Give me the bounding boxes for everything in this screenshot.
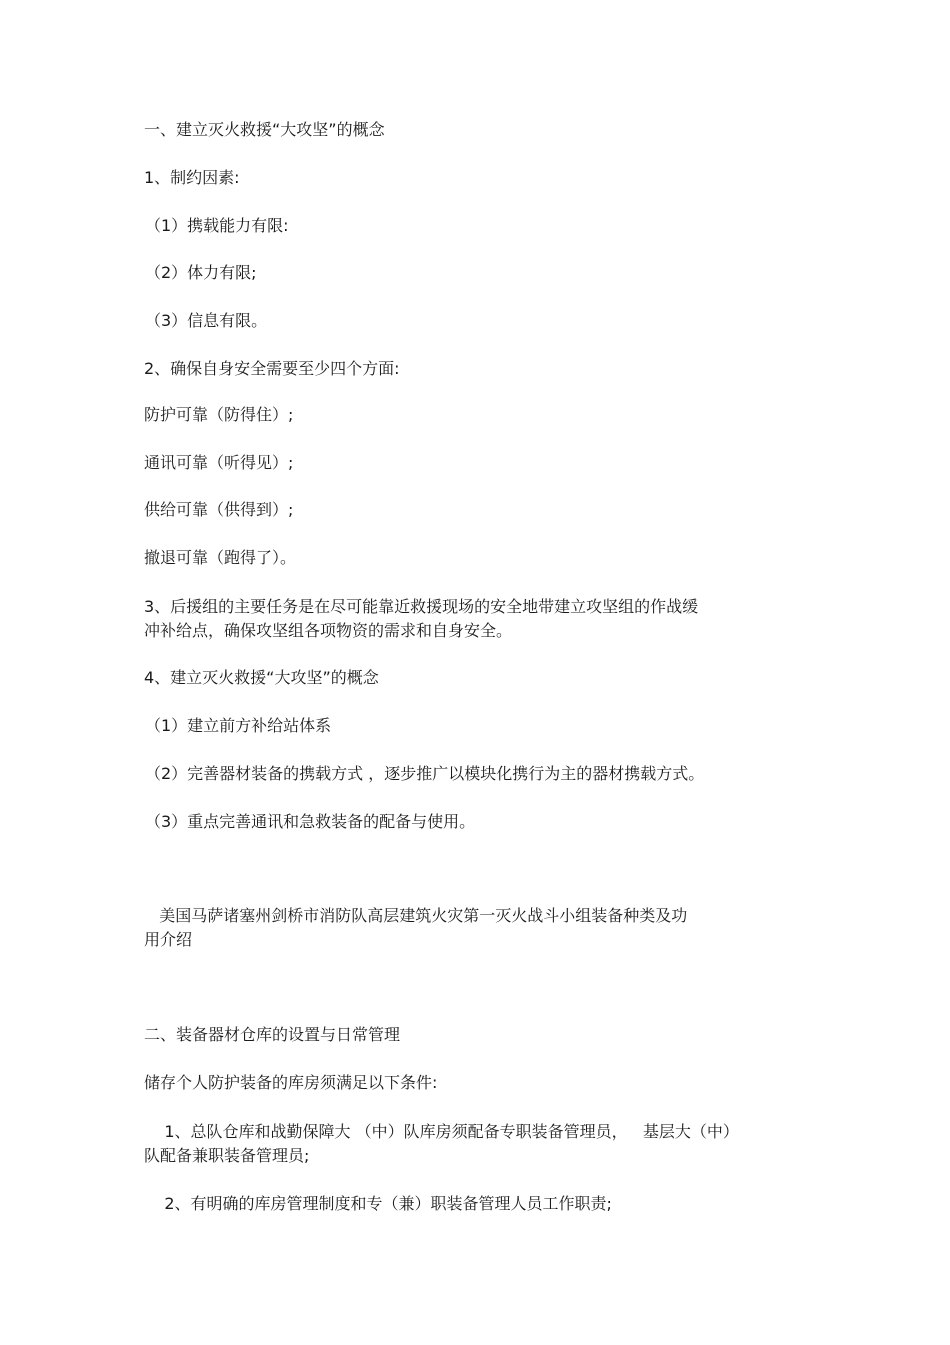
item2-point3: 供给可靠（供得到）; [144, 500, 294, 519]
item3-line1: 3、后援组的主要任务是在尽可能靠近救援现场的安全地带建立攻坚组的作战缓 [144, 597, 699, 616]
item1-title: 1、制约因素: [144, 168, 240, 187]
item2-point1: 防护可靠（防得住）; [144, 405, 294, 424]
item4-sub3: （3）重点完善通讯和急救装备的配备与使用。 [145, 812, 476, 831]
caption-line1: 美国马萨诸塞州剑桥市消防队高层建筑火灾第一灭火战斗小组装备种类及功 [144, 906, 688, 925]
item2-title: 2、确保自身安全需要至少四个方面: [144, 359, 400, 378]
section1-heading: 一、建立灭火救援“大攻坚”的概念 [144, 120, 385, 139]
section2-intro: 储存个人防护装备的库房须满足以下条件: [144, 1073, 438, 1092]
condition1-line2: 队配备兼职装备管理员; [144, 1146, 310, 1165]
item4-sub1: （1）建立前方补给站体系 [145, 716, 332, 735]
item1-sub3: （3）信息有限。 [145, 311, 268, 330]
item4-title: 4、建立灭火救援“大攻坚”的概念 [144, 668, 379, 687]
item2-point4: 撤退可靠（跑得了）。 [144, 548, 297, 567]
section2-heading: 二、装备器材仓库的设置与日常管理 [144, 1025, 401, 1044]
item4-sub2: （2）完善器材装备的携载方式 ，逐步推广以模块化携行为主的器材携载方式。 [145, 764, 705, 783]
item1-sub2: （2）体力有限; [145, 263, 257, 282]
item1-sub1: （1）携载能力有限: [145, 216, 289, 235]
condition2: 2、有明确的库房管理制度和专（兼）职装备管理人员工作职责; [144, 1194, 612, 1213]
item3-line2: 冲补给点，确保攻坚组各项物资的需求和自身安全。 [144, 621, 513, 640]
condition1-line1: 1、总队仓库和战勤保障大 （中）队库房须配备专职装备管理员， 基层大（中） [144, 1122, 739, 1141]
item2-point2: 通讯可靠（听得见）; [144, 453, 294, 472]
caption-line2: 用介绍 [144, 930, 193, 949]
